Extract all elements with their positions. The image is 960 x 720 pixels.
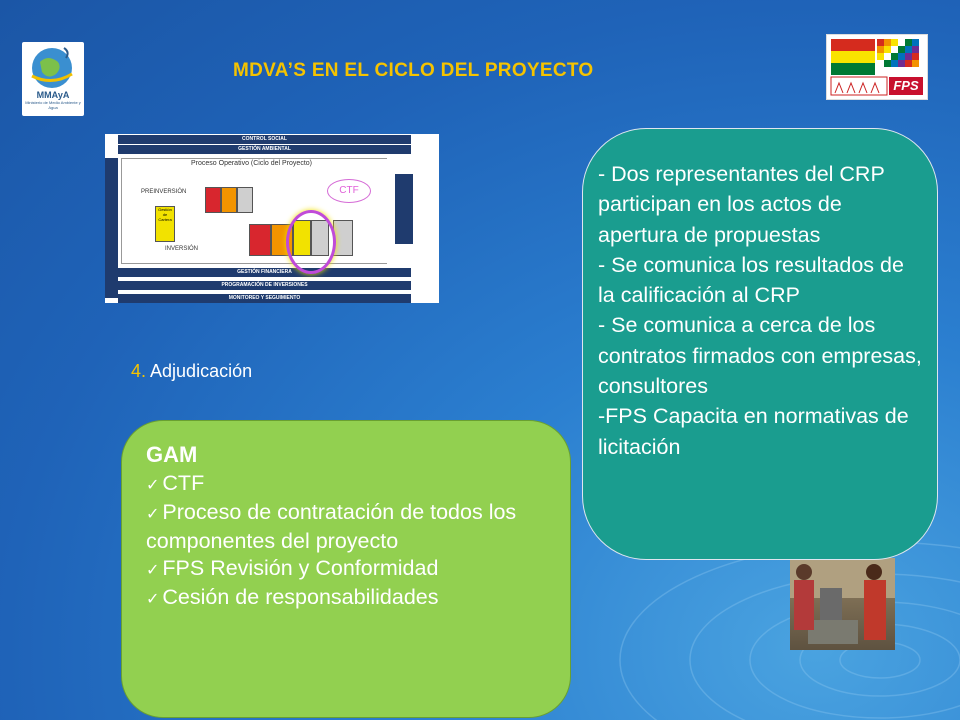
gam-heading: GAM bbox=[146, 442, 198, 467]
inv-box-5 bbox=[333, 220, 353, 256]
list-item: ✓ Cesión de responsabilidades bbox=[146, 585, 439, 609]
list-item: ✓ Proceso de contratación de todos los componentes del proyecto bbox=[146, 500, 517, 553]
list-item: ✓ FPS Revisión y Conformidad bbox=[146, 556, 439, 580]
preinv-box-1 bbox=[205, 187, 221, 213]
preinv-box-2 bbox=[221, 187, 237, 213]
step-number: 4. bbox=[131, 361, 147, 381]
logo-left-text: MMAyA bbox=[36, 90, 70, 100]
list-item: ✓ CTF bbox=[146, 471, 205, 495]
check-icon: ✓ bbox=[146, 506, 160, 523]
globe-icon bbox=[22, 42, 84, 92]
bar-gestion-ambiental: GESTIÓN AMBIENTAL bbox=[118, 145, 411, 154]
diagram-side-bar bbox=[105, 158, 118, 298]
inversion-label: INVERSIÓN bbox=[165, 246, 199, 252]
inv-box-1 bbox=[249, 224, 271, 256]
check-icon: ✓ bbox=[146, 477, 160, 494]
gam-box bbox=[121, 420, 571, 718]
crp-line: - Se comunica los resultados de la calificación al CRP bbox=[598, 252, 904, 308]
crp-box bbox=[582, 128, 938, 560]
logo-left-subtext: Ministerio de Medio Ambiente y Agua bbox=[25, 100, 81, 110]
bar-control-social: CONTROL SOCIAL bbox=[118, 135, 411, 144]
bar-monitoreo: MONITOREO Y SEGUIMIENTO bbox=[118, 294, 411, 303]
crp-line: - Se comunica a cerca de los contratos firmados con empresas, consultores bbox=[598, 313, 922, 399]
preinv-box-3 bbox=[237, 187, 253, 213]
page-title: MDVA’S EN EL CICLO DEL PROYECTO bbox=[233, 60, 594, 81]
field-photo bbox=[790, 558, 895, 650]
gam-list bbox=[146, 470, 556, 613]
fps-logo bbox=[826, 34, 928, 100]
diagram-right-block bbox=[395, 174, 413, 244]
fps-logo-text: FPS bbox=[893, 78, 919, 93]
bar-programacion: PROGRAMACIÓN DE INVERSIONES bbox=[118, 281, 411, 290]
mmaya-logo bbox=[22, 42, 84, 116]
process-label: Proceso Operativo (Ciclo del Proyecto) bbox=[191, 160, 312, 167]
adjudicacion-highlight-ring bbox=[286, 210, 336, 274]
ctf-callout: CTF bbox=[327, 179, 371, 203]
preinversion-label: PREINVERSIÓN bbox=[141, 189, 187, 195]
crp-line: - Dos representantes del CRP participan en los actos de apertura de propuestas bbox=[598, 162, 885, 247]
people-at-water-tap-image bbox=[790, 558, 895, 650]
crp-line: -FPS Capacita en normativas de licitación bbox=[598, 404, 909, 459]
gestion-cartera-box: Gestión de Cartera bbox=[155, 206, 175, 242]
step-label bbox=[131, 361, 252, 382]
step-text: Adjudicación bbox=[150, 361, 253, 381]
check-icon: ✓ bbox=[146, 562, 160, 579]
check-icon: ✓ bbox=[146, 591, 160, 608]
bar-gestion-financiera: GESTIÓN FINANCIERA bbox=[118, 268, 411, 277]
project-cycle-diagram bbox=[105, 134, 439, 303]
